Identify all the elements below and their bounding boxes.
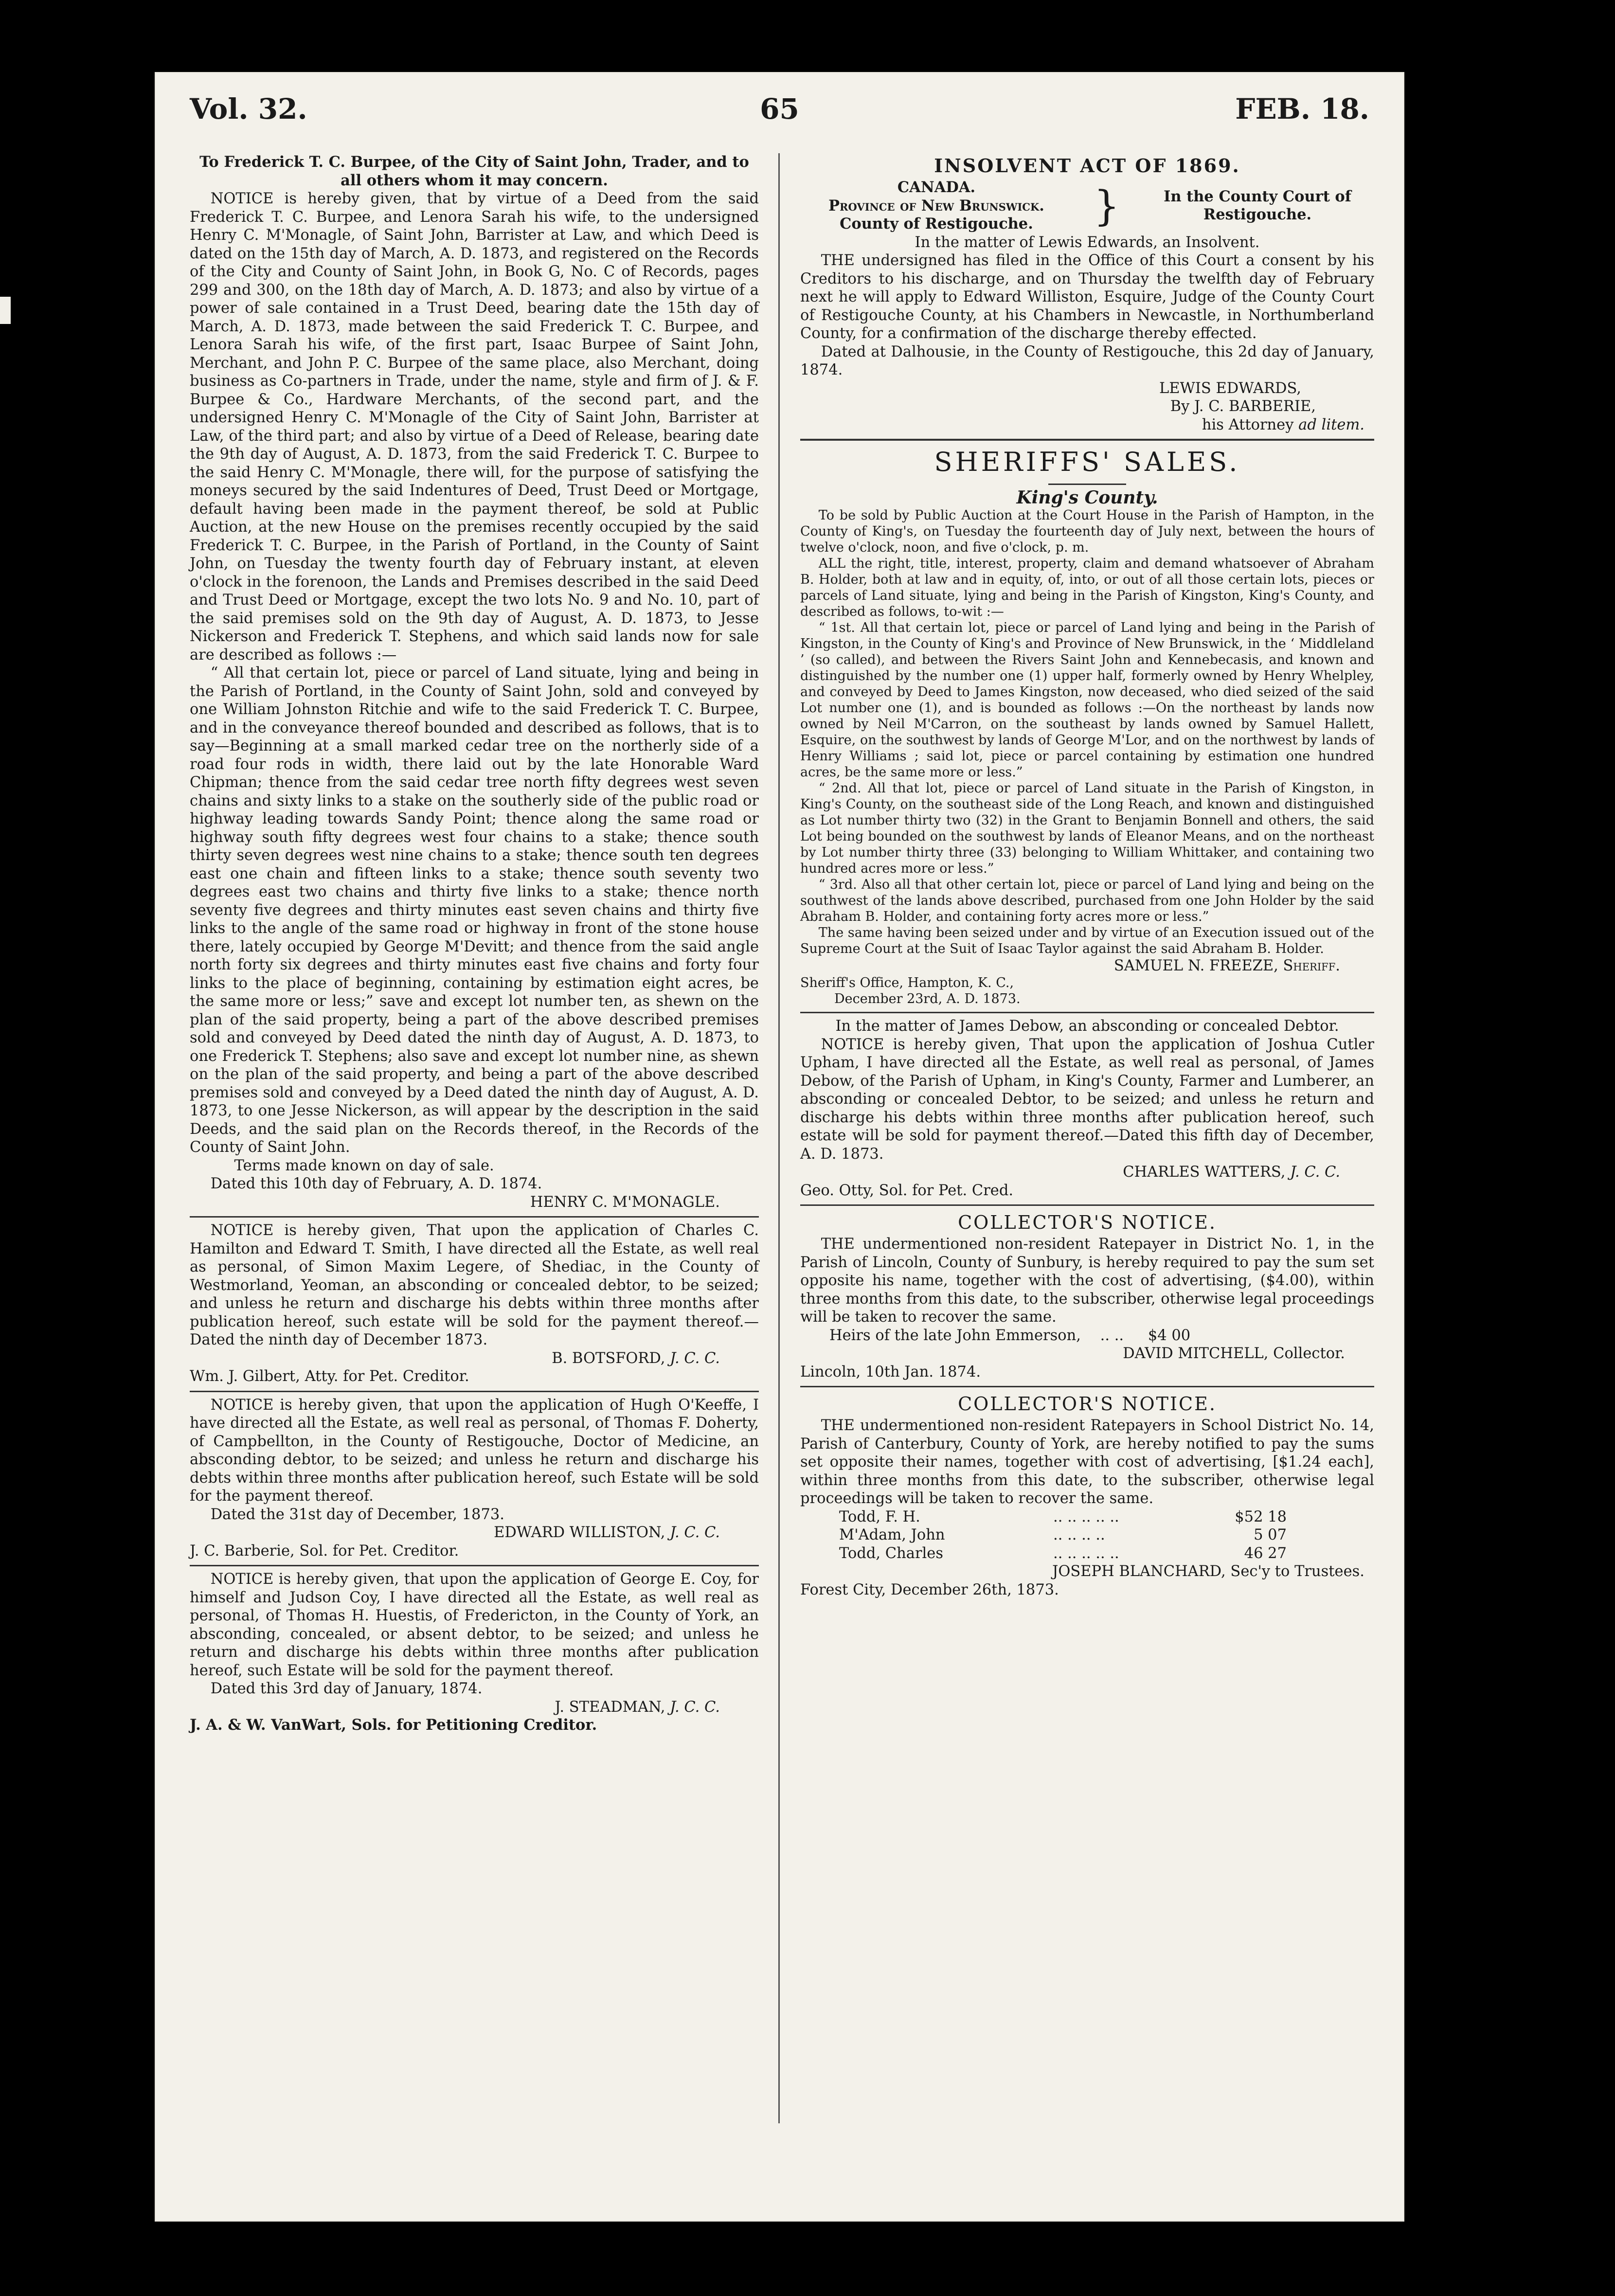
sheriffs-seized: The same having been seized under and by virtue of an Execution issued out of the Supreme Court at the Suit of Isaac Taylor against the said Abraham B. Holder. [800,925,1374,956]
legere-sig-title: J. C. C. [670,1349,720,1367]
doherty-signature [190,1524,759,1542]
legere-signature [190,1349,759,1368]
divider [800,1386,1374,1387]
collector-sig-1: DAVID MITCHELL, Collector. [1123,1345,1345,1362]
collector-sig-2: JOSEPH BLANCHARD, Sec'y to Trustees. [1052,1563,1364,1580]
volume-number: Vol. 32. [190,92,307,126]
left-column [190,153,759,1735]
doherty-sig-name: EDWARD WILLISTON, [494,1524,665,1541]
ratepayer-leaders: .. .. .. .. .. [1053,1544,1119,1562]
doherty-notice [190,1396,759,1561]
doherty-notice-body: NOTICE is hereby given, that upon the application of Hugh O'Keeffe, I have directed all the Estate, as well real as personal, of Thomas F. Doherty, of Campbellton, in the County of Restigouche, Doctor of Medicine, an absconding debtor, to be seized; and unless he return and discharge his debts within three months after publication hereof, such Estate will be sold for the payment thereof. [190,1396,759,1505]
doherty-sig-title: J. C. C. [670,1524,720,1541]
brace-glyph: } [1094,182,1120,230]
right-column [800,153,1374,1599]
insolvent-title: INSOLVENT ACT OF 1869. [934,155,1240,177]
divider [800,1204,1374,1206]
collector-entry [800,1327,1374,1345]
newspaper-page [156,73,1403,2221]
burpee-terms: Terms made known on day of sale. [234,1157,494,1174]
huestis-notice [190,1570,759,1735]
debow-notice-body: NOTICE is hereby given, That upon the application of Joshua Cutler Upham, I have directed all the Estate, as well real as personal, of James Debow, of the Parish of Upham, in King's County, Farmer and Lumberer, an absconding or concealed Debtor, to be seized; and unless he return and discharge his debts within three months after publication hereof, such estate will be sold for payment thereof.—Dated this fifth day of December, A. D. 1873. [800,1036,1374,1163]
sheriffs-intro: To be sold by Public Auction at the Court House in the Parish of Hampton, in the County of King's, on Tuesday the fourteenth day of July next, between the hours of twelve o'clock, noon, and five o'clock, p. m. [800,507,1374,555]
insolvent-body: THE undersigned has filed in the Office of this Court a consent by his Creditors to his discharge, and on Thursday the twelfth day of February next he will apply to Edward Williston, Esquire, Judge of the County Court of Restigouche County, at his Chambers in Newcastle, in Northumberland County, for a confirmation of the discharge thereby effected. [800,252,1374,342]
burpee-address: To Frederick T. C. Burpee, of the City of Saint John, Trader, and to all others whom it may concern. [199,153,749,189]
column-divider [778,153,780,2123]
page-header [190,92,1369,146]
divider [800,439,1374,441]
legere-attorney: Wm. J. Gilbert, Atty. for Pet. Creditor. [190,1368,469,1385]
ratepayer-leaders: .. .. .. .. .. [1053,1508,1119,1525]
divider [190,1216,759,1218]
debow-solicitor: Geo. Otty, Sol. for Pet. Cred. [800,1182,1014,1199]
province-label: Province of New Brunswick. [828,197,1044,215]
court-heading [800,179,1374,233]
huestis-notice-body: NOTICE is hereby given, that upon the application of George E. Coy, for himself and Judson Coy, I have directed all the Estate, as well real as personal, of Thomas H. Huestis, of Fredericton, in the County of York, an absconding, concealed, or absent debtor, to be seized; and unless he return and discharge his debts within three months after publication hereof, such Estate will be sold for the payment thereof. [190,1571,759,1679]
court-line-2: Restigouche. [1203,206,1312,224]
burpee-dated: Dated this 10th day of February, A. D. 1874. [210,1175,542,1192]
debow-notice [800,1017,1374,1200]
sheriff-sig-title: Sheriff. [1283,957,1340,974]
insolvent-dated: Dated at Dalhousie, in the County of Restigouche, this 2d day of January, 1874. [800,343,1374,378]
burpee-notice-body: NOTICE is hereby given, that by virtue of a Deed from the said Frederick T. C. Burpee, and Lenora Sarah his wife, to the undersigned Henry C. M'Monagle, of Saint John, Barrister at Law, and which Deed is dated on the 15th day of March, A. D. 1873, and registered on the Records of the City and County of Saint John, in Book G, No. C of Records, pages 299 and 300, on the 18th day of March, A. D. 1873; and also by virtue of a power of sale contained in a Trust Deed, bearing date the 15th day of March, A. D. 1873, made between the said Frederick T. C. Burpee, and Lenora Sarah his wife, of the first part, Isaac Burpee of Saint John, Merchant, and John P. C. Burpee of the same place, also Merchant, doing business as Co-partners in Trade, under the name, style and firm of J. & F. Burpee & Co., Hardware Merchants, of the second part, and the undersigned Henry C. M'Monagle of the City of Saint John, Barrister at Law, of the third part; and also by virtue of a Deed of Release, bearing date the 9th day of August, A. D. 1873, from the said Frederick T. C. Burpee to the said Henry C. M'Monagle, there will, for the purpose of satisfying the moneys secured by the said Indentures of Deed, Trust Deed or Mortgage, default having been made in the payment thereof, be sold at Public Auction, at the new House on the premises recently occupied by the said Frederick T. C. Burpee, in the Parish of Portland, in the County of Saint John, on Tuesday the twenty fourth day of February instant, at eleven o'clock in the forenoon, the Lands and Premises described in the said Deed and Trust Deed or Mortgage, except the two lots No. 9 and No. 10, part of the said premises sold on the 9th day of August, A. D. 1873, to Jesse Nickerson and Frederick T. Stephens, and which said lands now for sale are described as follows :— [190,190,759,664]
divider [800,1012,1374,1013]
ratepayer-name: Todd, F. H. [839,1508,920,1525]
sheriffs-lot-1: “ 1st. All that certain lot, piece or parcel of Land lying and being in the Parish of Kingston, in the County of King's and Province of New Brunswick, in the ‘ Middleland ’ (so called), and between the Rivers Saint John and Kennebecasis, and known and distinguished by the number one (1) upper half, formerly owned by Henry Whelpley, and conveyed by Deed to James Kingston, now deceased, who died seized of the said Lot number one (1), and is bounded as follows :—On the northeast by lands now owned by Neil M'Carron, on the southeast by lands owned by Samuel Hallett, Esquire, on the southwest by lands of George M'Lor, and on the northwest by lands of Henry Williams ; said lot, piece or parcel containing by estimation one hundred acres, be the same more or less.” [800,620,1374,780]
divider [190,1565,759,1566]
huestis-signature [190,1698,759,1717]
doherty-solicitor: J. C. Barberie, Sol. for Pet. Creditor. [190,1542,459,1560]
huestis-dated: Dated this 3rd day of January, 1874. [210,1680,483,1697]
huestis-sig-name: J. STEADMAN, [555,1698,665,1716]
ratepayer-row [839,1544,1374,1563]
ratepayer-row [839,1526,1374,1544]
sheriff-signature [800,957,1374,975]
insolvent-sig-3 [800,416,1374,434]
collector-body-2: THE undermentioned non-resident Ratepayers in School District No. 14, Parish of Canterbury, County of York, are hereby notified to pay the sums set opposite their names, together with cost of advertising, [$1.24 each], within three months from this date, to the subscriber, otherwise legal proceedings will be taken to recover the same. [800,1417,1374,1507]
insolvent-sig-1: LEWIS EDWARDS, [1159,379,1301,397]
insolvent-sig-3b: ad litem. [1298,416,1364,433]
collector-body-1: THE undermentioned non-resident Ratepayer in District No. 1, in the Parish of Lincoln, County of Sunbury, is hereby required to pay the sum set opposite his name, together with the cost of advertising, ($4.00), within three months from this date, to the subscriber, otherwise legal proceedings will be taken to recover the same. [800,1236,1374,1326]
insolvent-matter: In the matter of Lewis Edwards, an Insolvent. [915,233,1260,251]
ratepayer-row [839,1508,1374,1526]
burpee-notice [190,153,759,1211]
ratepayer-list [800,1508,1374,1563]
burpee-signature: HENRY C. M'MONAGLE. [530,1193,720,1211]
collector-amount: $4 00 [1148,1327,1191,1344]
debow-sig-title: J. C. C. [1290,1164,1340,1181]
sheriffs-lot-3: “ 3rd. Also all that other certain lot, piece or parcel of Land lying and being on the southwest of the lands above described, purchased from one John Holder by the said Abraham B. Holder, and containing forty acres more or less.” [800,877,1374,924]
canada-label: CANADA. [897,179,976,196]
debow-sig-name: CHARLES WATTERS, [1123,1164,1286,1181]
sheriff-office: Sheriff's Office, Hampton, K. C., [800,975,1014,990]
ratepayer-name: Todd, Charles [839,1544,943,1562]
collector-heirs: Heirs of the late John Emmerson, [829,1327,1081,1344]
legere-notice [190,1221,759,1386]
page-number: 65 [760,92,799,126]
sheriffs-all: ALL the right, title, interest, property, claim and demand whatsoever of Abraham B. Holder, both at law and in equity, of, into, or out of all those certain lots, pieces or parcels of Land situate, lying and being in the Parish of Kingston, King's County, and described as follows, to-wit :— [800,556,1374,619]
scan-edge-mark [0,297,11,324]
kings-county-heading: King's County. [1016,487,1158,508]
sheriffs-sales [800,445,1374,1007]
issue-date: FEB. 18. [1235,92,1369,126]
collector-title-2: COLLECTOR'S NOTICE. [958,1393,1217,1415]
ratepayer-leaders: .. .. .. .. [1053,1526,1105,1543]
sheriff-sig-name: SAMUEL N. FREEZE, [1113,957,1283,974]
collector-notice-canterbury [800,1391,1374,1599]
ratepayer-amount: 5 07 [1254,1526,1287,1543]
ratepayer-amount: 46 27 [1244,1544,1287,1562]
collector-date-2: Forest City, December 26th, 1873. [800,1581,1059,1598]
collector-leaders: .. .. [1100,1327,1124,1344]
burpee-land-description: “ All that certain lot, piece or parcel of Land situate, lying and being in the Parish of Portland, in the County of Saint John, sold and conveyed by one William Johnston Ritchie and wife to the said Frederick T. C. Burpee, and in the conveyance thereof bounded and described as follows, that is to say—Beginning at a small marked cedar tree on the northerly side of a road four rods in width, there laid out by the late Honorable Ward Chipman; thence from the said cedar tree north fifty degrees west seven chains and sixty links to a stake on the southerly side of the public road or highway leading towards Sandy Point; thence along the same road or highway south fifty degrees west four chains to a stake; thence south thirty seven degrees west nine chains to a stake; thence south ten degrees east one chain and fifteen links to a stake; thence south seventy two degrees east two chains and thirty five links to a stake; thence north seventy five degrees and thirty minutes east seven chains and thirty five links to the angle of the same road or highway in front of the stone house there, lately occupied by George M'Devitt; and thence from the said angle north forty six degrees and thirty minutes east five chains and forty four links to the place of beginning, containing by estimation eight acres, be the same more or less;” save and except lot number ten, as shewn on the plan of the said property, being a part of the above described premises sold and conveyed by Deed dated the ninth day of August, A. D. 1873, to one Frederick T. Stephens; also save and except lot number nine, as shewn on the plan of the said property, and being a part of the above described premises sold and conveyed by a Deed dated the ninth day of August, A. D. 1873, to one Jesse Nickerson, as will appear by the description in the said Deeds, and the said plan on the Records thereof, in the Records of the County of Saint John. [190,664,759,1156]
debow-signature [800,1163,1374,1182]
court-line-1: In the County Court of [1164,187,1351,205]
insolvent-sig-3a: his Attorney [1202,416,1299,433]
legere-notice-body: NOTICE is hereby given, That upon the application of Charles C. Hamilton and Edward T. Smith, I have directed all the Estate, as well real as personal, of Simon Maxim Legere, of Shediac, in the County of Westmorland, Yeoman, an absconding or concealed debtor, to be seized; and unless he return and discharge his debts within three months after publication hereof, such estate will be sold for the payment thereof.—Dated the ninth day of December 1873. [190,1222,759,1348]
collector-title-1: COLLECTOR'S NOTICE. [958,1212,1217,1233]
ratepayer-amount: $52 18 [1235,1508,1287,1525]
ratepayer-name: M'Adam, John [839,1526,945,1543]
divider [190,1391,759,1392]
huestis-solicitor: J. A. & W. VanWart, Sols. for Petitioning Creditor. [190,1716,597,1734]
insolvent-act-notice [800,153,1374,434]
insolvent-sig-2: By J. C. BARBERIE, [1170,398,1316,415]
sheriff-office-date: December 23rd, A. D. 1873. [834,991,1021,1006]
collector-notice-lincoln [800,1210,1374,1381]
sheriffs-lot-2: “ 2nd. All that lot, piece or parcel of Land situate in the Parish of Kingston, in King's County, on the southeast side of the Long Reach, and known and distinguished as Lot number thirty two (32) in the Grant to Benjamin Bonnell and others, the said Lot being bounded on the southwest by lands of Eleanor Means, and on the northeast by Lot number thirty three (33) belonging to William Whittaker, and containing two hundred acres more or less.” [800,780,1374,876]
sheriffs-title: SHERIFFS' SALES. [934,447,1240,477]
short-rule [1048,484,1126,485]
huestis-sig-title: J. C. C. [670,1698,720,1716]
doherty-dated: Dated the 31st day of December, 1873. [210,1506,504,1523]
county-label: County of Restigouche. [840,215,1033,233]
collector-date-1: Lincoln, 10th Jan. 1874. [800,1363,981,1381]
legere-sig-name: B. BOTSFORD, [552,1349,665,1367]
debow-heading: In the matter of James Debow, an absconding or concealed Debtor. [835,1018,1339,1035]
